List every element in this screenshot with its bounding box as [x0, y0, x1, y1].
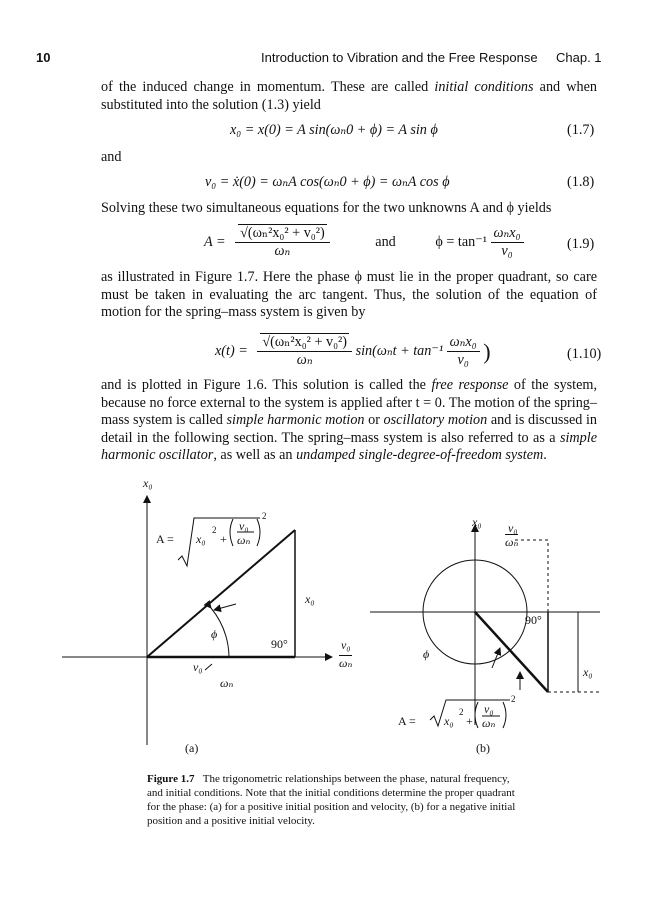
panel-a-base-den: ωₙ: [220, 676, 234, 690]
panel-a-amp-plus: +: [220, 532, 227, 546]
panel-b-amp-frac-den: ωₙ: [482, 716, 496, 730]
panel-b-label: (b): [476, 741, 490, 755]
equation-number-1-7: (1.7): [567, 122, 595, 138]
panel-a-amp-outer-sup: 2: [262, 511, 267, 521]
eq19-radical: √(ωₙ²x₀² + v₀²): [240, 225, 325, 241]
chapter-label: Chap. 1: [556, 50, 602, 65]
paragraph-free-response: and is plotted in Figure 1.6. This solution is called the free response of the system, because no force external to the system is applied after t = 0. The motion of the spring–mass system is called simple harmonic motion or oscillatory motion and is discussed in detail in the following section. The spring–mass system is also referred to as a simple harmonic oscillator, as well as an undamped single-degree-of-freedom system.: [101, 377, 598, 464]
panel-a-x-axis-num: v₀: [341, 638, 351, 652]
and-word: and: [101, 149, 122, 165]
panel-b-phase-label: ϕ: [423, 647, 430, 661]
panel-a-amp-frac-den: ωₙ: [237, 533, 251, 547]
panel-b-amp-x: x₀: [444, 714, 454, 728]
equation-1-10: x(t) = $\frac{\text{√(ωₙ²x₀² + v₀²)}}{\text{ωₙ}}$ sin(ωₙt + tan⁻¹ $\frac{\text{ωₙx₀}}{\text{v₀}}$ ): [215, 334, 491, 368]
equation-number-1-10: (1.10): [567, 346, 602, 362]
panel-b-amp-outer-sup: 2: [511, 694, 516, 704]
panel-a-side-label: x₀: [305, 592, 315, 606]
equation-number-1-9: (1.9): [567, 236, 595, 252]
panel-a-base-num: v₀: [193, 660, 203, 674]
equation-1-7: x₀ = x(0) = A sin(ωₙ0 + ϕ) = A sin ϕ: [230, 122, 438, 138]
panel-a-y-axis-label: x₀: [143, 476, 153, 490]
running-title: Introduction to Vibration and the Free Response: [261, 50, 538, 65]
figure-caption-label: Figure 1.7: [147, 773, 195, 785]
panel-a-phase-label: ϕ: [211, 627, 218, 641]
panel-b-amp-frac-num: v₀: [484, 702, 494, 716]
panel-b-diagram: [370, 525, 600, 728]
equation-number-1-8: (1.8): [567, 174, 595, 190]
panel-a-label: (a): [185, 741, 199, 755]
panel-b-amp-plus: +: [466, 714, 473, 728]
panel-b-side-label: x₀: [583, 665, 593, 679]
figure-caption-text: The trigonometric relationships between the phase, natural frequency, and initial conditions. Note that the initial conditions determine the proper quadrant for the phase: (a) for a positive initial position and velocity, (b) for a negative initial position and a positive initial velocity.: [147, 773, 516, 827]
paragraph-phase-quadrant: as illustrated in Figure 1.7. Here the phase ϕ must lie in the proper quadrant, so care must be taken in evaluating the arc tangent. Thus, the solution of the equation of motion for the spring–mass system is given by: [101, 269, 597, 321]
panel-a-amp-sup: 2: [212, 525, 217, 535]
paragraph-solving: Solving these two simultaneous equations for the two unknowns A and ϕ yields: [101, 200, 552, 216]
equation-1-8: v₀ = ẋ(0) = ωₙA cos(ωₙ0 + ϕ) = ωₙA cos ϕ: [205, 174, 450, 190]
equation-1-9: A = $\frac{\text{√(ωₙ²x₀² + v₀²)}}{\text{ωₙ}}$ and ϕ = tan⁻¹ $\frac{\text{ωₙx₀}}{\text{v₀}}$: [204, 225, 524, 260]
page-number: 10: [36, 50, 51, 65]
panel-b-amp-sup: 2: [459, 707, 464, 717]
panel-a-amp-x: x₀: [196, 532, 206, 546]
panel-a-base-slash: [205, 664, 212, 670]
panel-b-top-num: v₀: [508, 521, 518, 535]
panel-b-amplitude-label: A =: [398, 714, 416, 728]
figure-caption: [147, 772, 517, 828]
panel-a-amplitude-label: A =: [156, 532, 174, 546]
panel-b-circle: [423, 560, 527, 664]
paragraph-initial-conditions: of the induced change in momentum. These are called initial conditions and when substituted into the solution (1.3) yield: [101, 79, 597, 113]
panel-a-amp-frac-num: v₀: [239, 519, 249, 533]
panel-b-top-den: ωₙ: [505, 535, 519, 549]
panel-a-right-angle: 90°: [271, 637, 288, 651]
panel-b-y-axis-label: x₀: [472, 515, 482, 529]
panel-b-right-angle: 90°: [525, 613, 542, 627]
panel-a-x-axis-den: ωₙ: [339, 656, 353, 670]
